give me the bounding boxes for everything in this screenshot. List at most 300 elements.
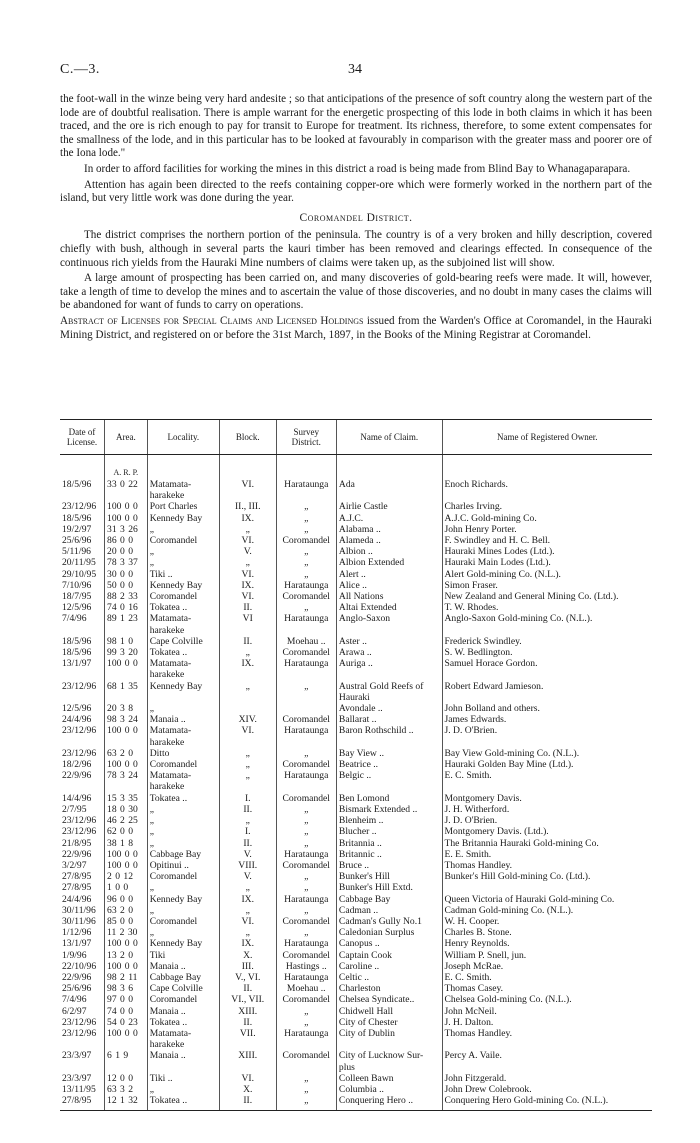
table-row bbox=[60, 692, 652, 703]
table-row bbox=[60, 983, 652, 994]
table-row bbox=[60, 1028, 652, 1039]
cell-block: IX. bbox=[219, 513, 276, 524]
cell-claim: Bunker's Hill bbox=[336, 871, 442, 882]
table-row bbox=[60, 647, 652, 658]
cell-claim: Anglo-Saxon bbox=[336, 613, 442, 624]
cell-locality: Matamata- bbox=[147, 658, 219, 669]
cell-claim: Canopus .. bbox=[336, 938, 442, 949]
cell-date: 12/5/96 bbox=[62, 602, 92, 614]
cell-date: 24/4/96 bbox=[62, 714, 92, 726]
cell-owner: Samuel Horace Gordon. bbox=[442, 658, 652, 669]
table-row bbox=[60, 804, 652, 815]
cell-block: „ bbox=[219, 524, 276, 535]
cell-claim bbox=[336, 737, 442, 748]
header-district: Survey District. bbox=[276, 420, 336, 455]
cell-owner: Hauraki Golden Bay Mine (Ltd.). bbox=[442, 759, 652, 770]
cell-claim: Bruce .. bbox=[336, 860, 442, 871]
cell-area: 68 1 35 bbox=[105, 681, 148, 692]
cell-date: 27/8/95 bbox=[62, 882, 92, 894]
cell-locality: Kennedy Bay bbox=[147, 894, 219, 905]
cell-area bbox=[105, 781, 148, 792]
cell-owner: W. H. Cooper. bbox=[442, 916, 652, 927]
cell-district: Harataunga bbox=[276, 894, 336, 905]
cell-owner: Montgomery Davis. bbox=[442, 793, 652, 804]
cell-block: VI bbox=[219, 613, 276, 624]
cell-block: V. bbox=[219, 546, 276, 557]
cell-claim: Ballarat .. bbox=[336, 714, 442, 725]
table-row bbox=[60, 871, 652, 882]
cell-district: Moehau .. bbox=[276, 636, 336, 647]
cell-claim: Caroline .. bbox=[336, 961, 442, 972]
cell-date: 18/2/96 bbox=[62, 759, 92, 771]
cell-claim: Albion .. bbox=[336, 546, 442, 557]
cell-block: I. bbox=[219, 826, 276, 837]
cell-locality: Cabbage Bay bbox=[147, 972, 219, 983]
cell-area bbox=[105, 625, 148, 636]
table-row bbox=[60, 849, 652, 860]
paragraph: A large amount of prospecting has been carried on, and many discoveries of gold-bearing reefs were made. It will, however, take a length of time to develop the mines and to ascertain the value of those discoveries, and no doubt in many cases the claims will be abandoned for want of funds to carry on operations. bbox=[60, 272, 652, 312]
cell-area bbox=[105, 669, 148, 680]
table-row bbox=[60, 557, 652, 568]
table-row bbox=[60, 569, 652, 580]
cell-date: 22/9/96 bbox=[62, 770, 92, 782]
cell-district: Coromandel bbox=[276, 591, 336, 602]
cell-owner: S. W. Bedlington. bbox=[442, 647, 652, 658]
table-row bbox=[60, 714, 652, 725]
cell-area: 74 0 16 bbox=[105, 602, 148, 613]
table-row bbox=[60, 1006, 652, 1017]
cell-block bbox=[219, 625, 276, 636]
cell-area: 100 0 0 bbox=[105, 849, 148, 860]
cell-block: II., III. bbox=[219, 501, 276, 512]
cell-empty bbox=[60, 455, 105, 480]
cell-block: „ bbox=[219, 927, 276, 938]
table-row bbox=[60, 513, 652, 524]
cell-owner: Conquering Hero Gold-mining Co. (N.L.). bbox=[442, 1095, 652, 1106]
cell-block: X. bbox=[219, 1084, 276, 1095]
cell-claim: Blucher .. bbox=[336, 826, 442, 837]
table-row bbox=[60, 625, 652, 636]
cell-owner: William P. Snell, jun. bbox=[442, 950, 652, 961]
cell-area: 62 0 0 bbox=[105, 826, 148, 837]
cell-claim: Alameda .. bbox=[336, 535, 442, 546]
cell-claim: A.J.C. bbox=[336, 513, 442, 524]
cell-claim: Ben Lomond bbox=[336, 793, 442, 804]
cell-block: VI. bbox=[219, 725, 276, 736]
cell-locality: Matamata- bbox=[147, 613, 219, 624]
cell-date: 25/6/96 bbox=[62, 983, 92, 995]
table-row bbox=[60, 501, 652, 512]
cell-district bbox=[276, 625, 336, 636]
cell-date: 18/5/96 bbox=[62, 647, 92, 659]
cell-area: 85 0 0 bbox=[105, 916, 148, 927]
cell-locality: Cabbage Bay bbox=[147, 849, 219, 860]
cell-owner bbox=[442, 781, 652, 792]
cell-claim: Bay View .. bbox=[336, 748, 442, 759]
cell-date bbox=[60, 1039, 105, 1050]
cell-date bbox=[60, 692, 105, 703]
cell-date: 22/9/96 bbox=[62, 848, 92, 860]
cell-district: Coromandel bbox=[276, 535, 336, 546]
cell-district: Coromandel bbox=[276, 860, 336, 871]
cell-owner: Frederick Swindley. bbox=[442, 636, 652, 647]
table-row bbox=[60, 793, 652, 804]
cell-claim: Beatrice .. bbox=[336, 759, 442, 770]
cell-area: 78 3 24 bbox=[105, 770, 148, 781]
cell-date: 23/12/96 bbox=[62, 725, 97, 737]
cell-area: 12 1 32 bbox=[105, 1095, 148, 1106]
table-row bbox=[60, 882, 652, 893]
cell-date: 23/12/96 bbox=[62, 1016, 97, 1028]
cell-locality: „ bbox=[147, 815, 219, 826]
cell-claim: Airlie Castle bbox=[336, 501, 442, 512]
cell-owner: Bay View Gold-mining Co. (N.L.). bbox=[442, 748, 652, 759]
cell-locality: harakeke bbox=[147, 1039, 219, 1050]
cell-block: VII. bbox=[219, 1028, 276, 1039]
cell-owner: Simon Fraser. bbox=[442, 580, 652, 591]
cell-owner: Thomas Handley. bbox=[442, 1028, 652, 1039]
cell-date: 18/7/95 bbox=[62, 591, 92, 603]
cell-block bbox=[219, 669, 276, 680]
cell-date: 29/10/95 bbox=[62, 568, 97, 580]
cell-date: 21/8/95 bbox=[62, 837, 92, 849]
abstract-lead: Abstract of Licenses for Special Claims and Licensed Holdings bbox=[60, 314, 364, 327]
cell-claim: Ada bbox=[336, 479, 442, 490]
table-row bbox=[60, 815, 652, 826]
cell-locality: Tokatea .. bbox=[147, 647, 219, 658]
cell-locality: Tokatea .. bbox=[147, 602, 219, 613]
table-row bbox=[60, 524, 652, 535]
cell-locality: „ bbox=[147, 524, 219, 535]
cell-claim: Alert .. bbox=[336, 569, 442, 580]
cell-claim: Columbia .. bbox=[336, 1084, 442, 1095]
cell-locality: Matamata- bbox=[147, 1028, 219, 1039]
cell-locality: harakeke bbox=[147, 737, 219, 748]
cell-district bbox=[276, 737, 336, 748]
cell-claim bbox=[336, 669, 442, 680]
cell-block: „ bbox=[219, 770, 276, 781]
table-bottom-rule bbox=[60, 1106, 652, 1111]
cell-date: 22/10/96 bbox=[62, 960, 97, 972]
cell-locality: „ bbox=[147, 1084, 219, 1095]
cell-area: 100 0 0 bbox=[105, 658, 148, 669]
cell-owner bbox=[442, 625, 652, 636]
cell-owner: J. D. O'Brien. bbox=[442, 725, 652, 736]
table-row bbox=[60, 961, 652, 972]
area-units: A. R. P. bbox=[105, 455, 148, 480]
table-row bbox=[60, 602, 652, 613]
cell-area: 63 2 0 bbox=[105, 748, 148, 759]
cell-date: 30/11/96 bbox=[62, 904, 96, 916]
cell-claim: Celtic .. bbox=[336, 972, 442, 983]
cell-block: VI. bbox=[219, 591, 276, 602]
cell-district: „ bbox=[276, 569, 336, 580]
cell-date: 2/7/95 bbox=[62, 803, 87, 815]
cell-locality: Matamata- bbox=[147, 479, 219, 490]
table-row bbox=[60, 658, 652, 669]
table-row bbox=[60, 1017, 652, 1028]
cell-date: 25/6/96 bbox=[62, 535, 92, 547]
cell-owner: E. C. Smith. bbox=[442, 972, 652, 983]
cell-claim: Auriga .. bbox=[336, 658, 442, 669]
cell-date: 5/11/96 bbox=[62, 546, 91, 558]
cell-date: 27/8/95 bbox=[62, 1095, 92, 1107]
table-row bbox=[60, 905, 652, 916]
cell-claim: Bismark Extended .. bbox=[336, 804, 442, 815]
cell-district: „ bbox=[276, 838, 336, 849]
cell-owner: T. W. Rhodes. bbox=[442, 602, 652, 613]
cell-district: Harataunga bbox=[276, 938, 336, 949]
cell-date bbox=[60, 625, 105, 636]
paragraph: In order to afford facilities for working the mines in this district a road is being made from Blind Bay to Whanagaparapara. bbox=[84, 162, 631, 175]
cell-date: 23/12/96 bbox=[62, 1027, 97, 1039]
table-row bbox=[60, 916, 652, 927]
cell-date bbox=[60, 1062, 105, 1073]
paragraph: The district comprises the northern portion of the peninsula. The country is of a very broken and hilly description, covered chiefly with bush, although in several parts the kauri timber has been removed and clearings effected. In consequence of the continuous rich yields from the Hauraki Mine numbers of claims were taken up, as the subjoined list will show. bbox=[60, 229, 652, 269]
cell-area: 99 3 20 bbox=[105, 647, 148, 658]
cell-owner: E. C. Smith. bbox=[442, 770, 652, 781]
table-row bbox=[60, 1050, 652, 1061]
table-row bbox=[60, 725, 652, 736]
cell-block: V. bbox=[219, 849, 276, 860]
cell-date: 13/1/97 bbox=[62, 938, 92, 950]
cell-locality: Kennedy Bay bbox=[147, 513, 219, 524]
cell-date: 3/2/97 bbox=[62, 859, 87, 871]
cell-block: VI. bbox=[219, 479, 276, 490]
cell-date: 14/4/96 bbox=[62, 792, 92, 804]
cell-claim: Cadman .. bbox=[336, 905, 442, 916]
cell-owner: Henry Reynolds. bbox=[442, 938, 652, 949]
cell-district bbox=[276, 1062, 336, 1073]
cell-district: Coromandel bbox=[276, 1050, 336, 1061]
page-number: 34 bbox=[348, 62, 362, 77]
cell-district: Harataunga bbox=[276, 580, 336, 591]
cell-locality: „ bbox=[147, 703, 219, 714]
cell-locality: Tiki .. bbox=[147, 1073, 219, 1084]
table-row bbox=[60, 546, 652, 557]
cell-owner: Alert Gold-mining Co. (N.L.). bbox=[442, 569, 652, 580]
cell-owner: Queen Victoria of Hauraki Gold-mining Co. bbox=[442, 894, 652, 905]
cell-claim: Arawa .. bbox=[336, 647, 442, 658]
table-row bbox=[60, 580, 652, 591]
cell-district bbox=[276, 669, 336, 680]
cell-district bbox=[276, 1039, 336, 1050]
cell-locality: harakeke bbox=[147, 490, 219, 501]
cell-owner: John Drew Colebrook. bbox=[442, 1084, 652, 1095]
header-claim: Name of Claim. bbox=[336, 420, 442, 455]
cell-date: 18/5/96 bbox=[62, 512, 92, 524]
cell-block: „ bbox=[219, 905, 276, 916]
cell-locality: „ bbox=[147, 804, 219, 815]
table-row bbox=[60, 826, 652, 837]
cell-date: 1/9/96 bbox=[62, 949, 87, 961]
cell-area: 54 0 23 bbox=[105, 1017, 148, 1028]
cell-area: 100 0 0 bbox=[105, 860, 148, 871]
cell-area bbox=[105, 1062, 148, 1073]
cell-district: Hastings .. bbox=[276, 961, 336, 972]
table-row bbox=[60, 535, 652, 546]
cell-area: 20 3 8 bbox=[105, 703, 148, 714]
cell-locality: Coromandel bbox=[147, 591, 219, 602]
cell-area: 20 0 0 bbox=[105, 546, 148, 557]
cell-district: Harataunga bbox=[276, 613, 336, 624]
cell-area bbox=[105, 1039, 148, 1050]
cell-block: VI. bbox=[219, 569, 276, 580]
cell-locality: harakeke bbox=[147, 669, 219, 680]
cell-date bbox=[60, 781, 105, 792]
cell-block: V., VI. bbox=[219, 972, 276, 983]
table-row bbox=[60, 781, 652, 792]
cell-area: 38 1 8 bbox=[105, 838, 148, 849]
cell-block: „ bbox=[219, 759, 276, 770]
cell-owner: J. H. Witherford. bbox=[442, 804, 652, 815]
cell-district: „ bbox=[276, 1006, 336, 1017]
cell-locality: Ditto bbox=[147, 748, 219, 759]
cell-block: IX. bbox=[219, 580, 276, 591]
cell-date bbox=[60, 669, 105, 680]
cell-locality: Coromandel bbox=[147, 916, 219, 927]
cell-area: 63 3 2 bbox=[105, 1084, 148, 1095]
cell-block: VI., VII. bbox=[219, 994, 276, 1005]
table-row bbox=[60, 1095, 652, 1106]
cell-owner: Robert Edward Jamieson. bbox=[442, 681, 652, 692]
cell-claim: Conquering Hero .. bbox=[336, 1095, 442, 1106]
cell-district: Harataunga bbox=[276, 1028, 336, 1039]
cell-claim: Baron Rothschild .. bbox=[336, 725, 442, 736]
cell-block: IX. bbox=[219, 658, 276, 669]
cell-district: „ bbox=[276, 546, 336, 557]
cell-district: „ bbox=[276, 501, 336, 512]
cell-owner: E. E. Smith. bbox=[442, 849, 652, 860]
cell-claim: City of Chester bbox=[336, 1017, 442, 1028]
cell-area bbox=[105, 737, 148, 748]
cell-locality bbox=[147, 692, 219, 703]
cell-locality: Kennedy Bay bbox=[147, 681, 219, 692]
cell-district: Coromandel bbox=[276, 994, 336, 1005]
cell-block: VI. bbox=[219, 916, 276, 927]
cell-area: 98 3 24 bbox=[105, 714, 148, 725]
cell-owner bbox=[442, 737, 652, 748]
cell-block bbox=[219, 1039, 276, 1050]
cell-area: 50 0 0 bbox=[105, 580, 148, 591]
cell-block: VI. bbox=[219, 535, 276, 546]
table-row bbox=[60, 938, 652, 949]
header-block: Block. bbox=[219, 420, 276, 455]
cell-district: Coromandel bbox=[276, 950, 336, 961]
cell-district: „ bbox=[276, 804, 336, 815]
cell-block: I. bbox=[219, 793, 276, 804]
cell-area: 46 2 25 bbox=[105, 815, 148, 826]
cell-claim: Caledonian Surplus bbox=[336, 927, 442, 938]
cell-district: Moehau .. bbox=[276, 983, 336, 994]
cell-date: 20/11/95 bbox=[62, 557, 96, 569]
cell-block: „ bbox=[219, 882, 276, 893]
cell-owner bbox=[442, 669, 652, 680]
cell-claim: Captain Cook bbox=[336, 950, 442, 961]
table-row bbox=[60, 838, 652, 849]
table-row bbox=[60, 927, 652, 938]
cell-owner bbox=[442, 490, 652, 501]
cell-block: XIII. bbox=[219, 1050, 276, 1061]
cell-claim: plus bbox=[336, 1062, 442, 1073]
cell-owner: F. Swindley and H. C. Bell. bbox=[442, 535, 652, 546]
cell-block: II. bbox=[219, 838, 276, 849]
cell-district bbox=[276, 490, 336, 501]
cell-area: 89 1 23 bbox=[105, 613, 148, 624]
cell-owner: Enoch Richards. bbox=[442, 479, 652, 490]
table-row bbox=[60, 591, 652, 602]
table-header-row bbox=[60, 420, 652, 455]
cell-area: 97 0 0 bbox=[105, 994, 148, 1005]
cell-claim: Colleen Bawn bbox=[336, 1073, 442, 1084]
cell-date: 23/12/96 bbox=[62, 680, 97, 692]
cell-area: 100 0 0 bbox=[105, 725, 148, 736]
cell-block: IX. bbox=[219, 938, 276, 949]
table-row bbox=[60, 994, 652, 1005]
cell-district: Coromandel bbox=[276, 916, 336, 927]
cell-claim: Chidwell Hall bbox=[336, 1006, 442, 1017]
cell-area: 98 2 11 bbox=[105, 972, 148, 983]
table-row bbox=[60, 860, 652, 871]
table-row bbox=[60, 636, 652, 647]
cell-locality: „ bbox=[147, 927, 219, 938]
cell-district: Harataunga bbox=[276, 658, 336, 669]
cell-district: Coromandel bbox=[276, 759, 336, 770]
cell-block bbox=[219, 692, 276, 703]
cell-district: „ bbox=[276, 602, 336, 613]
cell-locality: Manaia .. bbox=[147, 961, 219, 972]
cell-district: Coromandel bbox=[276, 714, 336, 725]
header-date: Date of License. bbox=[60, 420, 105, 455]
cell-locality: harakeke bbox=[147, 781, 219, 792]
cell-area: 98 1 0 bbox=[105, 636, 148, 647]
cell-claim: Alabama .. bbox=[336, 524, 442, 535]
cell-owner: Joseph McRae. bbox=[442, 961, 652, 972]
cell-block: XIV. bbox=[219, 714, 276, 725]
cell-area: 12 0 0 bbox=[105, 1073, 148, 1084]
cell-block: II. bbox=[219, 602, 276, 613]
cell-locality: Matamata- bbox=[147, 725, 219, 736]
cell-locality: Tiki bbox=[147, 950, 219, 961]
cell-claim: Bunker's Hill Extd. bbox=[336, 882, 442, 893]
cell-date: 27/8/95 bbox=[62, 871, 92, 883]
cell-district: Harataunga bbox=[276, 770, 336, 781]
cell-date: 7/4/96 bbox=[62, 994, 87, 1006]
cell-area: 98 3 6 bbox=[105, 983, 148, 994]
cell-block: II. bbox=[219, 1017, 276, 1028]
cell-owner: Hauraki Main Lodes (Ltd.). bbox=[442, 557, 652, 568]
cell-district: Coromandel bbox=[276, 793, 336, 804]
cell-locality: Manaia .. bbox=[147, 714, 219, 725]
cell-owner: Hauraki Mines Lodes (Ltd.). bbox=[442, 546, 652, 557]
page-header bbox=[60, 62, 650, 82]
cell-owner bbox=[442, 1062, 652, 1073]
table-row bbox=[60, 703, 652, 714]
cell-area bbox=[105, 490, 148, 501]
cell-locality: Kennedy Bay bbox=[147, 580, 219, 591]
cell-claim: Hauraki bbox=[336, 692, 442, 703]
cell-owner: The Britannia Hauraki Gold-mining Co. bbox=[442, 838, 652, 849]
cell-district: „ bbox=[276, 871, 336, 882]
cell-area: 2 0 12 bbox=[105, 871, 148, 882]
cell-district: „ bbox=[276, 1073, 336, 1084]
cell-date: 6/2/97 bbox=[62, 1005, 87, 1017]
cell-owner: Cadman Gold-mining Co. (N.L.). bbox=[442, 905, 652, 916]
abstract-rest: issued from the Warden's Office at Coromandel, in the Hauraki Mining District, and registered on or before the 31st March, 1897, in the Books of the Mining Registrar at Coromandel. bbox=[60, 314, 652, 341]
cell-district: Harataunga bbox=[276, 972, 336, 983]
cell-locality: „ bbox=[147, 882, 219, 893]
cell-area: 96 0 0 bbox=[105, 894, 148, 905]
